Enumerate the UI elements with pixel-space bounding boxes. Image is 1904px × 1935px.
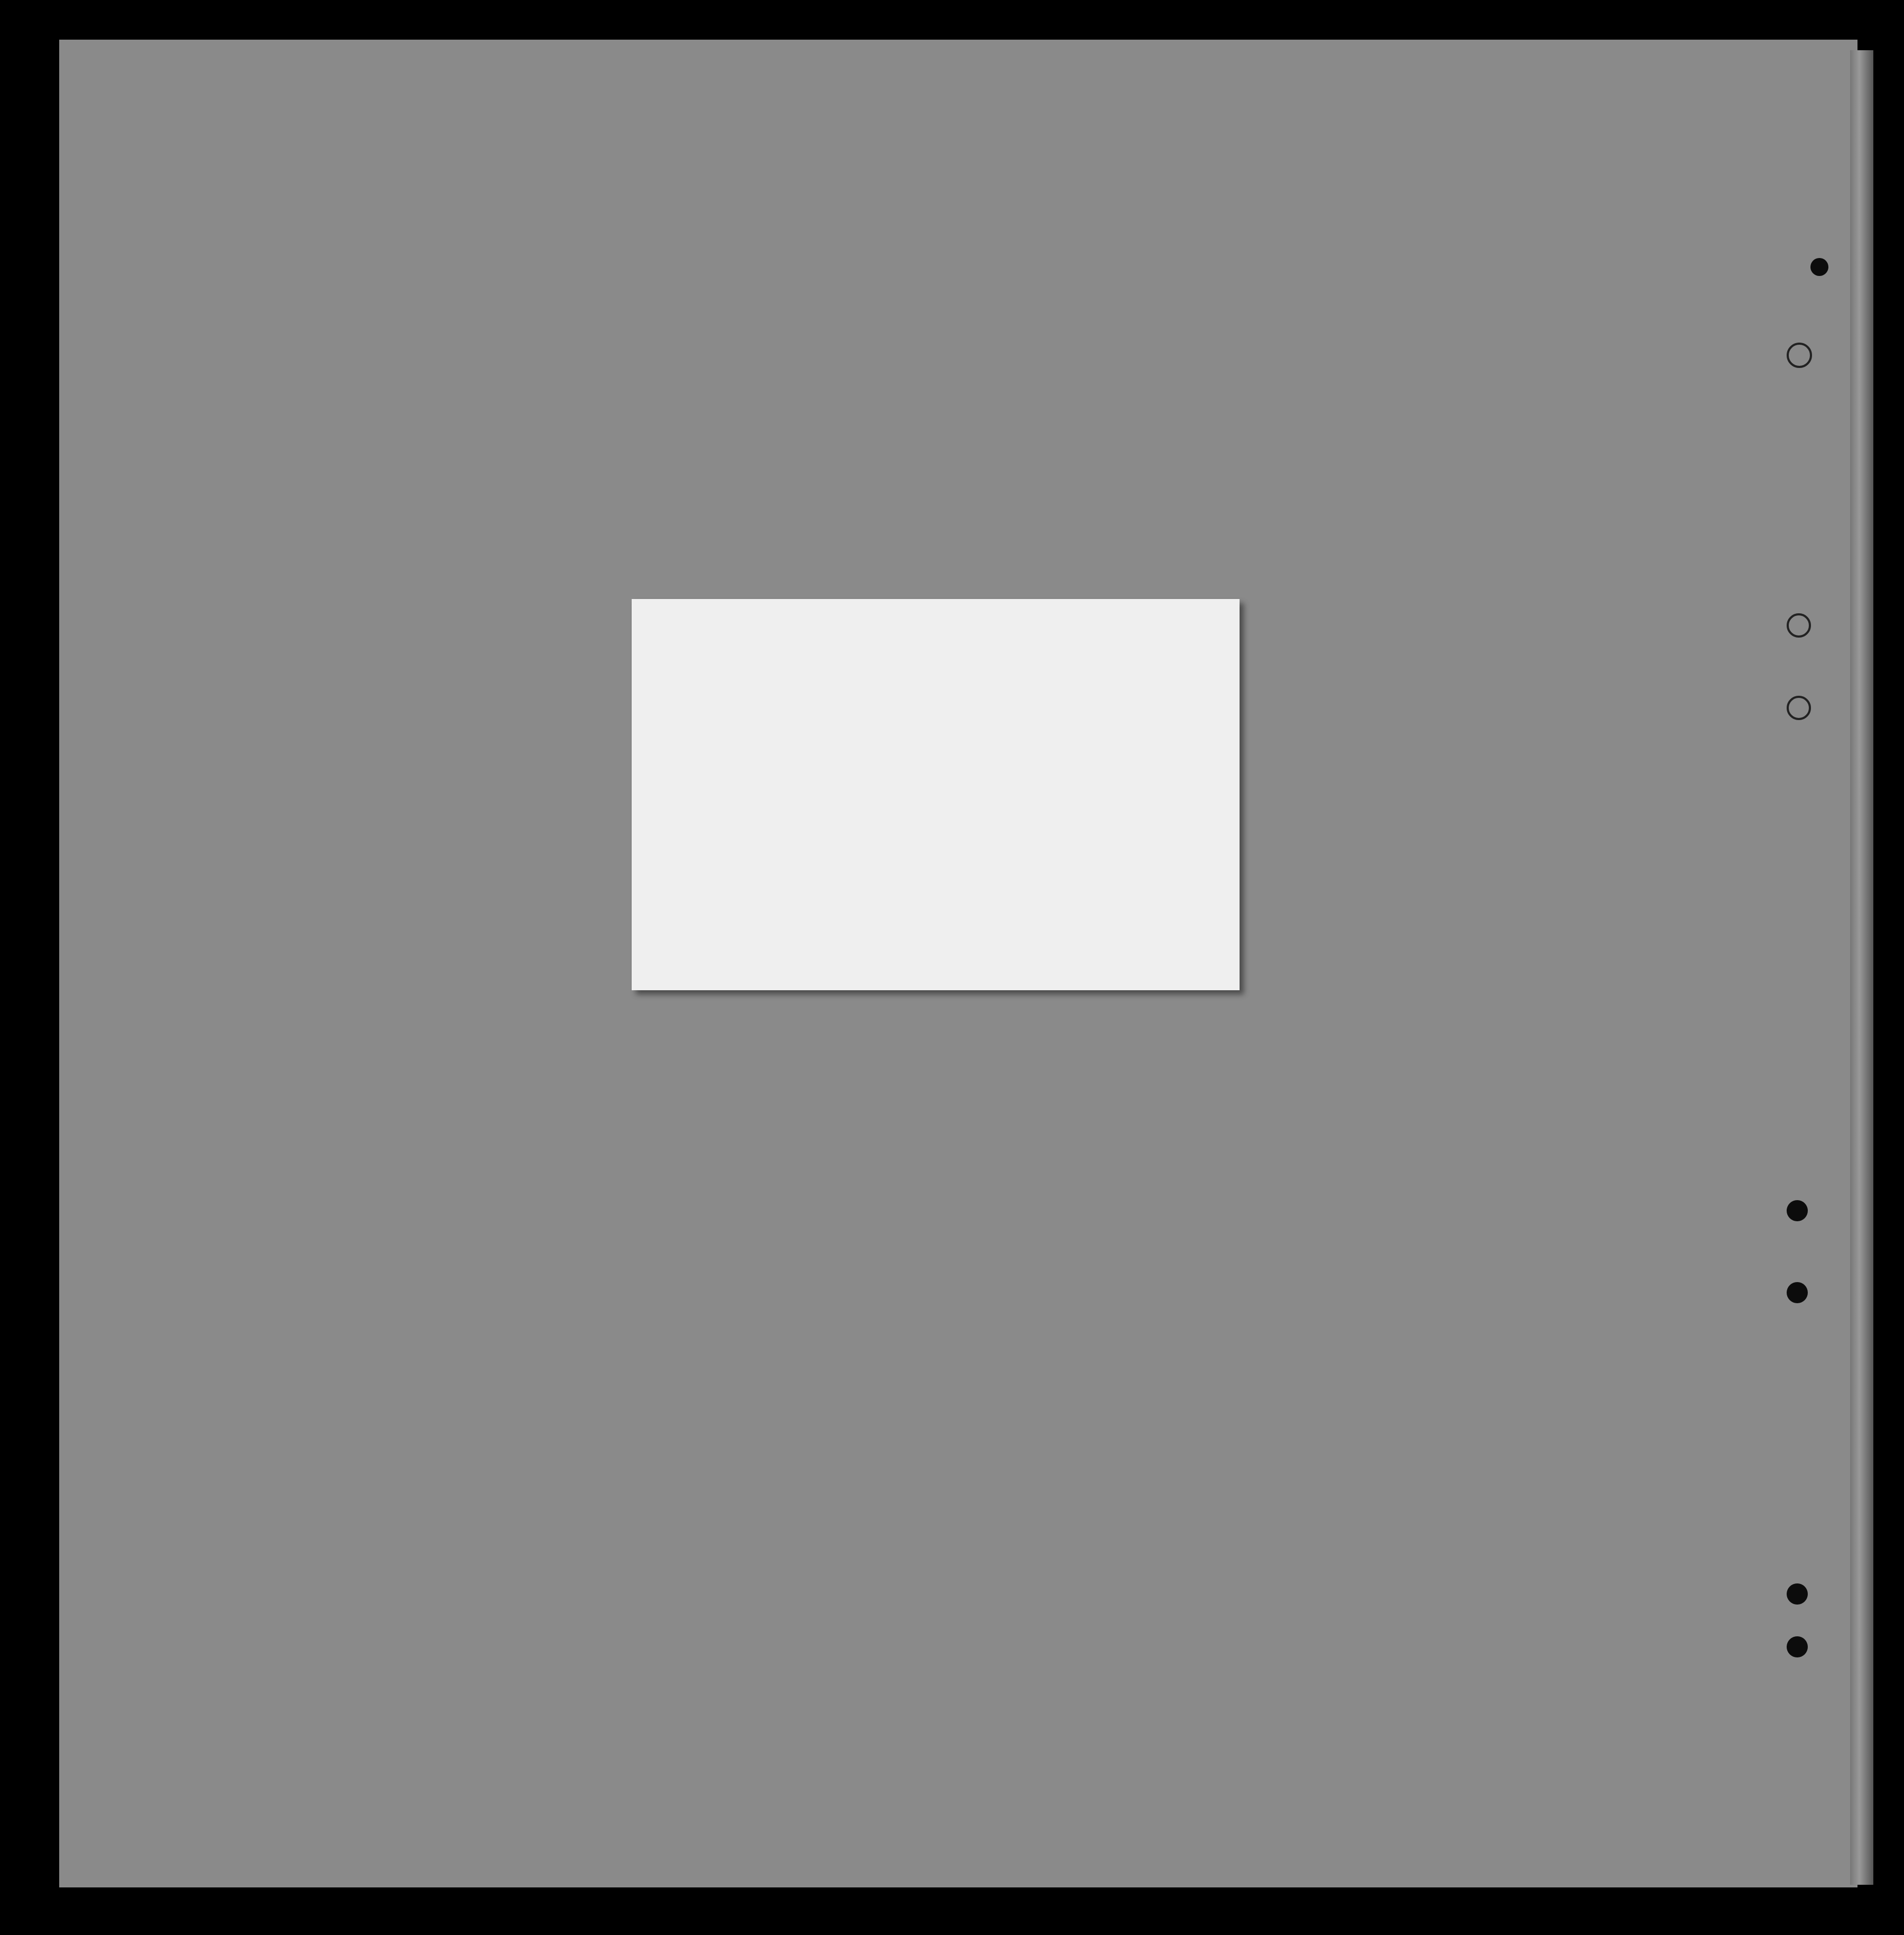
binder-ring-icon xyxy=(1787,696,1811,720)
binder-hole-icon xyxy=(1810,258,1828,276)
binder-hole-icon xyxy=(1787,1583,1808,1605)
binder-ring-icon xyxy=(1787,613,1811,638)
memo-grid xyxy=(632,599,1240,990)
binder-hole-icon xyxy=(1787,1636,1808,1657)
inspection-memorandum xyxy=(632,599,1240,990)
binder-hole-icon xyxy=(1787,1200,1808,1221)
binder-hole-icon xyxy=(1787,1282,1808,1303)
binder-ring-icon xyxy=(1787,343,1812,368)
